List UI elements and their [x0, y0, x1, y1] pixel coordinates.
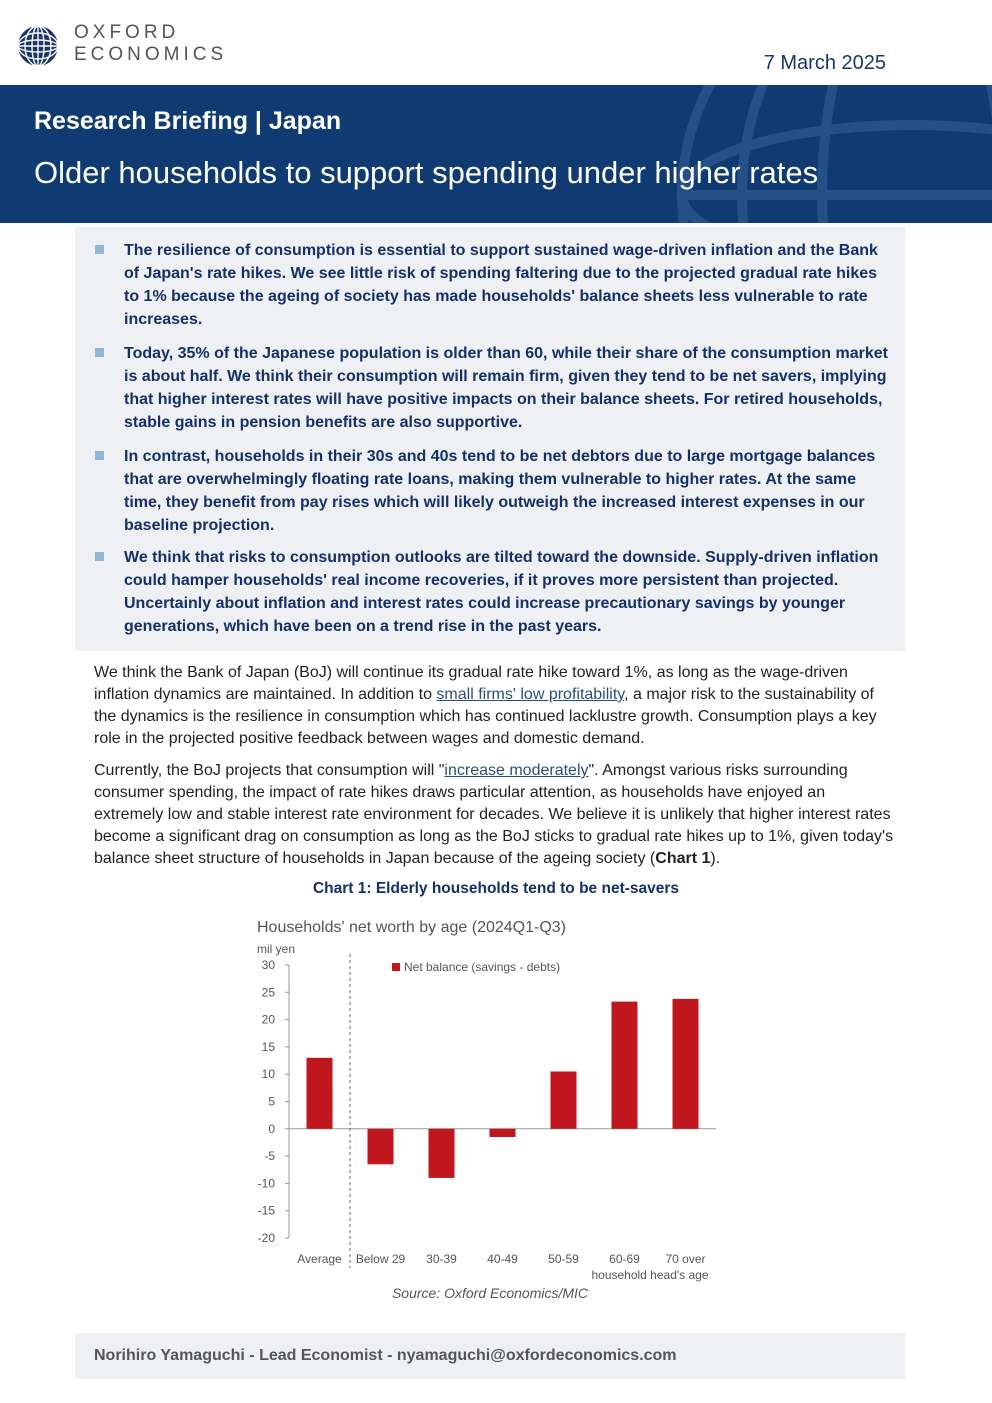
body-paragraph-2 [94, 760, 894, 870]
key-point [95, 445, 890, 537]
x-tick-label: Average [297, 1252, 342, 1266]
key-point-text: In contrast, households in their 30s and 40s tend to be net debtors due to large mortgage balances that are overwhelmingly floating rate loans, making them vulnerable to higher rates. At the same time, they benefit from pay rises which will likely outweigh the increased interest expenses in our baseline projection. [124, 448, 876, 534]
body-paragraph-1 [94, 662, 894, 750]
oxford-economics-logo [16, 22, 236, 72]
bullet-square-icon [95, 552, 104, 561]
globe-watermark-icon [612, 85, 992, 223]
net-worth-bar-chart [250, 908, 740, 1284]
y-tick-label: -5 [264, 1149, 275, 1164]
x-tick-label: 30-39 [426, 1252, 457, 1266]
paragraph-text: Currently, the BoJ projects that consumption will " [94, 762, 445, 779]
bullet-square-icon [95, 451, 104, 460]
logo-line-2: ECONOMICS [74, 44, 228, 65]
small-firms-link[interactable]: small firms' low profitability [436, 686, 625, 703]
chart-source: Source: Oxford Economics/MIC [391, 1285, 589, 1301]
briefing-label: Research Briefing | Japan [34, 107, 342, 135]
bar-30-39 [429, 1129, 455, 1178]
increase-moderately-link[interactable]: increase moderately [444, 762, 589, 779]
paragraph-text: ". Amongst various risks surrounding consumer spending, the impact of rate hikes draws particular attention, as households have enjoyed an extremely low and stable interest rate environment for decades. We believe it is unlikely that higher interest rates become a significant drag on consumption as long as the BoJ sticks to gradual rate hikes up to 1%, given today's balance sheet structure of households in Japan because of the ageing society ( [94, 762, 894, 867]
y-tick-label: 5 [268, 1094, 275, 1109]
bar-40-49 [490, 1129, 516, 1137]
legend-swatch [392, 963, 400, 971]
y-tick-label: -10 [257, 1176, 275, 1191]
key-point [95, 239, 890, 331]
key-point-text: We think that risks to consumption outlooks are tilted toward the downside. Supply-driven inflation could hamper households' real income recoveries, if it proves more persistent than projected. Uncertainly about inflation and interest rates could increase precautionary savings by younger generations, which have been on a trend rise in the past years. [124, 549, 879, 635]
legend-label: Net balance (savings - debts) [404, 960, 561, 974]
y-tick-label: 25 [261, 985, 275, 1000]
title-banner [0, 85, 992, 223]
bar-60-69 [612, 1002, 638, 1129]
y-tick-label: 30 [261, 958, 275, 972]
x-tick-label: 60-69 [609, 1252, 640, 1266]
paragraph-text: We think the Bank of Japan (BoJ) will continue its gradual rate hike toward 1%, as long as the wage-driven inflation dynamics are maintained. In addition to [94, 664, 848, 703]
publication-date: 7 March 2025 [763, 52, 886, 74]
logo-line-1: OXFORD [74, 22, 180, 43]
author-footer [75, 1333, 905, 1379]
key-point [95, 546, 890, 638]
x-tick-label: Below 29 [355, 1252, 406, 1266]
key-point [95, 342, 890, 434]
y-tick-label: -20 [257, 1231, 275, 1245]
bullet-square-icon [95, 348, 104, 357]
key-point-text: The resilience of consumption is essential to support sustained wage-driven inflation and the Bank of Japan's rate hikes. We see little risk of spending faltering due to the projected gradual rate hikes to 1% because the ageing of society has made households' balance sheets less vulnerable to rate increases. [124, 242, 878, 328]
bar-below-29 [368, 1129, 394, 1164]
chart-reference: Chart 1 [655, 850, 711, 867]
y-tick-label: 10 [261, 1067, 275, 1082]
paragraph-text: , a major risk to the sustainability of the dynamics is the resilience in consumption which has continued lacklustre growth. Consumption plays a key role in the projected positive feedback between wages and domestic demand. [94, 686, 877, 747]
chart-title: Households' net worth by age (2024Q1-Q3) [257, 919, 567, 936]
chart-caption: Chart 1: Elderly households tend to be net-savers [312, 880, 680, 897]
bar-50-59 [551, 1071, 577, 1128]
page-title: Older households to support spending under higher rates [34, 155, 819, 190]
key-points-panel [75, 227, 905, 651]
paragraph-text: ). [710, 850, 721, 867]
x-tick-label: 40-49 [487, 1252, 518, 1266]
x-tick-label: 70 over [665, 1252, 706, 1266]
y-tick-label: 0 [268, 1121, 275, 1136]
y-tick-label: 15 [261, 1039, 275, 1054]
y-tick-label: -15 [257, 1203, 275, 1218]
bullet-square-icon [95, 245, 104, 254]
key-point-text: Today, 35% of the Japanese population is older than 60, while their share of the consumption market is about half. We think their consumption will remain firm, given they tend to be net savers, implying that higher interest rates will have positive impacts on their balance sheets. For retired households, stable gains in pension benefits are also supportive. [124, 345, 888, 431]
globe-icon [16, 24, 60, 68]
x-axis-label: household head's age [591, 1268, 709, 1282]
x-tick-label: 50-59 [548, 1252, 579, 1266]
y-tick-label: 20 [261, 1012, 275, 1027]
y-axis-unit-label: mil yen [257, 942, 296, 956]
bar-70-over [673, 999, 699, 1129]
author-contact: Norihiro Yamaguchi - Lead Economist - nyamaguchi@oxfordeconomics.com [94, 1347, 677, 1364]
bar-average [307, 1058, 333, 1129]
